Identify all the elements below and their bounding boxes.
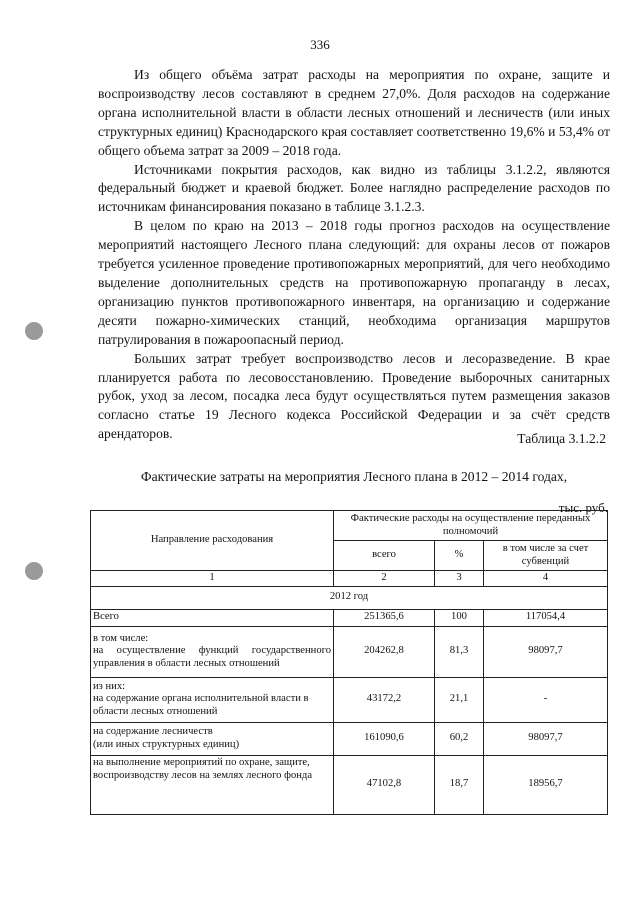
- header-direction: Направление расходования: [91, 511, 334, 571]
- table-row: [91, 722, 608, 755]
- row-label: на выполнение мероприятий по охране, защите, воспроизводству лесов на землях лесного фонда: [91, 755, 334, 814]
- cell-total: 43172,2: [334, 677, 435, 722]
- col-number: 4: [484, 571, 608, 587]
- row-label: Всего: [91, 609, 334, 626]
- cell-percent: 60,2: [435, 722, 484, 755]
- cell-total: 161090,6: [334, 722, 435, 755]
- paragraph: Из общего объёма затрат расходы на мероприятия по охране, защите и воспроизводству лесов составляют в среднем 27,0%. Доля расходов на содержание органа исполнительной власти в области лесных отношений и лесничеств (или иных структурных единиц) Краснодарского края составляет соответственно 19,6% и 53,4% от общего объема затрат за 2009 – 2018 года.: [98, 67, 610, 158]
- page-number: 336: [310, 37, 330, 52]
- col-number: 3: [435, 571, 484, 587]
- punch-hole: [25, 322, 43, 340]
- header-total: всего: [334, 541, 435, 571]
- row-label: из них: на содержание органа исполнительной власти в области лесных отношений: [91, 677, 334, 722]
- col-number: 1: [91, 571, 334, 587]
- table-row: [91, 677, 608, 722]
- cell-subsidies: 98097,7: [484, 722, 608, 755]
- header-subsidies: в том числе за счет субвенций: [484, 541, 608, 571]
- row-label: на содержание лесничеств (или иных структурных единиц): [91, 722, 334, 755]
- paragraph: Больших затрат требует воспроизводство лесов и лесоразведение. В крае планируется работа по лесовосстановлению. Проведение выборочных санитарных рубок, уход за лесом, посадка леса будут осуществляться путем размещения заказов согласно статье 19 Лесного кодекса Российской Федерации и за счёт средств арендаторов.: [98, 350, 610, 442]
- cell-subsidies: 98097,7: [484, 626, 608, 677]
- row-label: в том числе: на осуществление функций государственного управления в области лесных отношений: [91, 626, 334, 677]
- table-row: [91, 626, 608, 677]
- table-row: [91, 755, 608, 814]
- table-unit: тыс. руб.: [558, 500, 608, 515]
- table-label: Таблица 3.1.2.2: [517, 431, 606, 446]
- table-caption: Фактические затраты на мероприятия Лесного плана в 2012 – 2014 годах,: [140, 469, 568, 484]
- cell-percent: 21,1: [435, 677, 484, 722]
- paragraph: Источниками покрытия расходов, как видно из таблицы 3.1.2.2, являются федеральный бюджет и краевой бюджет. Более наглядно распределение расходов по источникам финансирования показано в таблице 3.1.2.3.: [98, 161, 610, 215]
- header-percent: %: [435, 541, 484, 571]
- col-number: 2: [334, 571, 435, 587]
- table-row: [91, 609, 608, 626]
- year-row: 2012 год: [91, 586, 608, 609]
- cell-percent: 100: [435, 609, 484, 626]
- cell-percent: 81,3: [435, 626, 484, 677]
- cell-total: 251365,6: [334, 609, 435, 626]
- body-text: [98, 66, 610, 444]
- paragraph: В целом по краю на 2013 – 2018 годы прогноз расходов на осуществление мероприятий настоящего Лесного плана следующий: для охраны лесов от пожаров требуется усиленное проведение противопожарных мероприятий, для чего необходимо выделение дополнительных средств на противопожарную пропаганду в лесах, организацию пунктов противопожарного инвентаря, на организацию и содержание десяти пожарно-химических станций, необходима организация маршрутов патрулирования в пожароопасный период.: [98, 218, 610, 347]
- cell-percent: 18,7: [435, 755, 484, 814]
- cell-total: 47102,8: [334, 755, 435, 814]
- punch-hole: [25, 562, 43, 580]
- cell-total: 204262,8: [334, 626, 435, 677]
- cell-subsidies: 117054,4: [484, 609, 608, 626]
- cell-subsidies: -: [484, 677, 608, 722]
- expenses-table: [90, 510, 608, 815]
- cell-subsidies: 18956,7: [484, 755, 608, 814]
- header-actual: Фактические расходы на осуществление переданных полномочий: [334, 511, 608, 541]
